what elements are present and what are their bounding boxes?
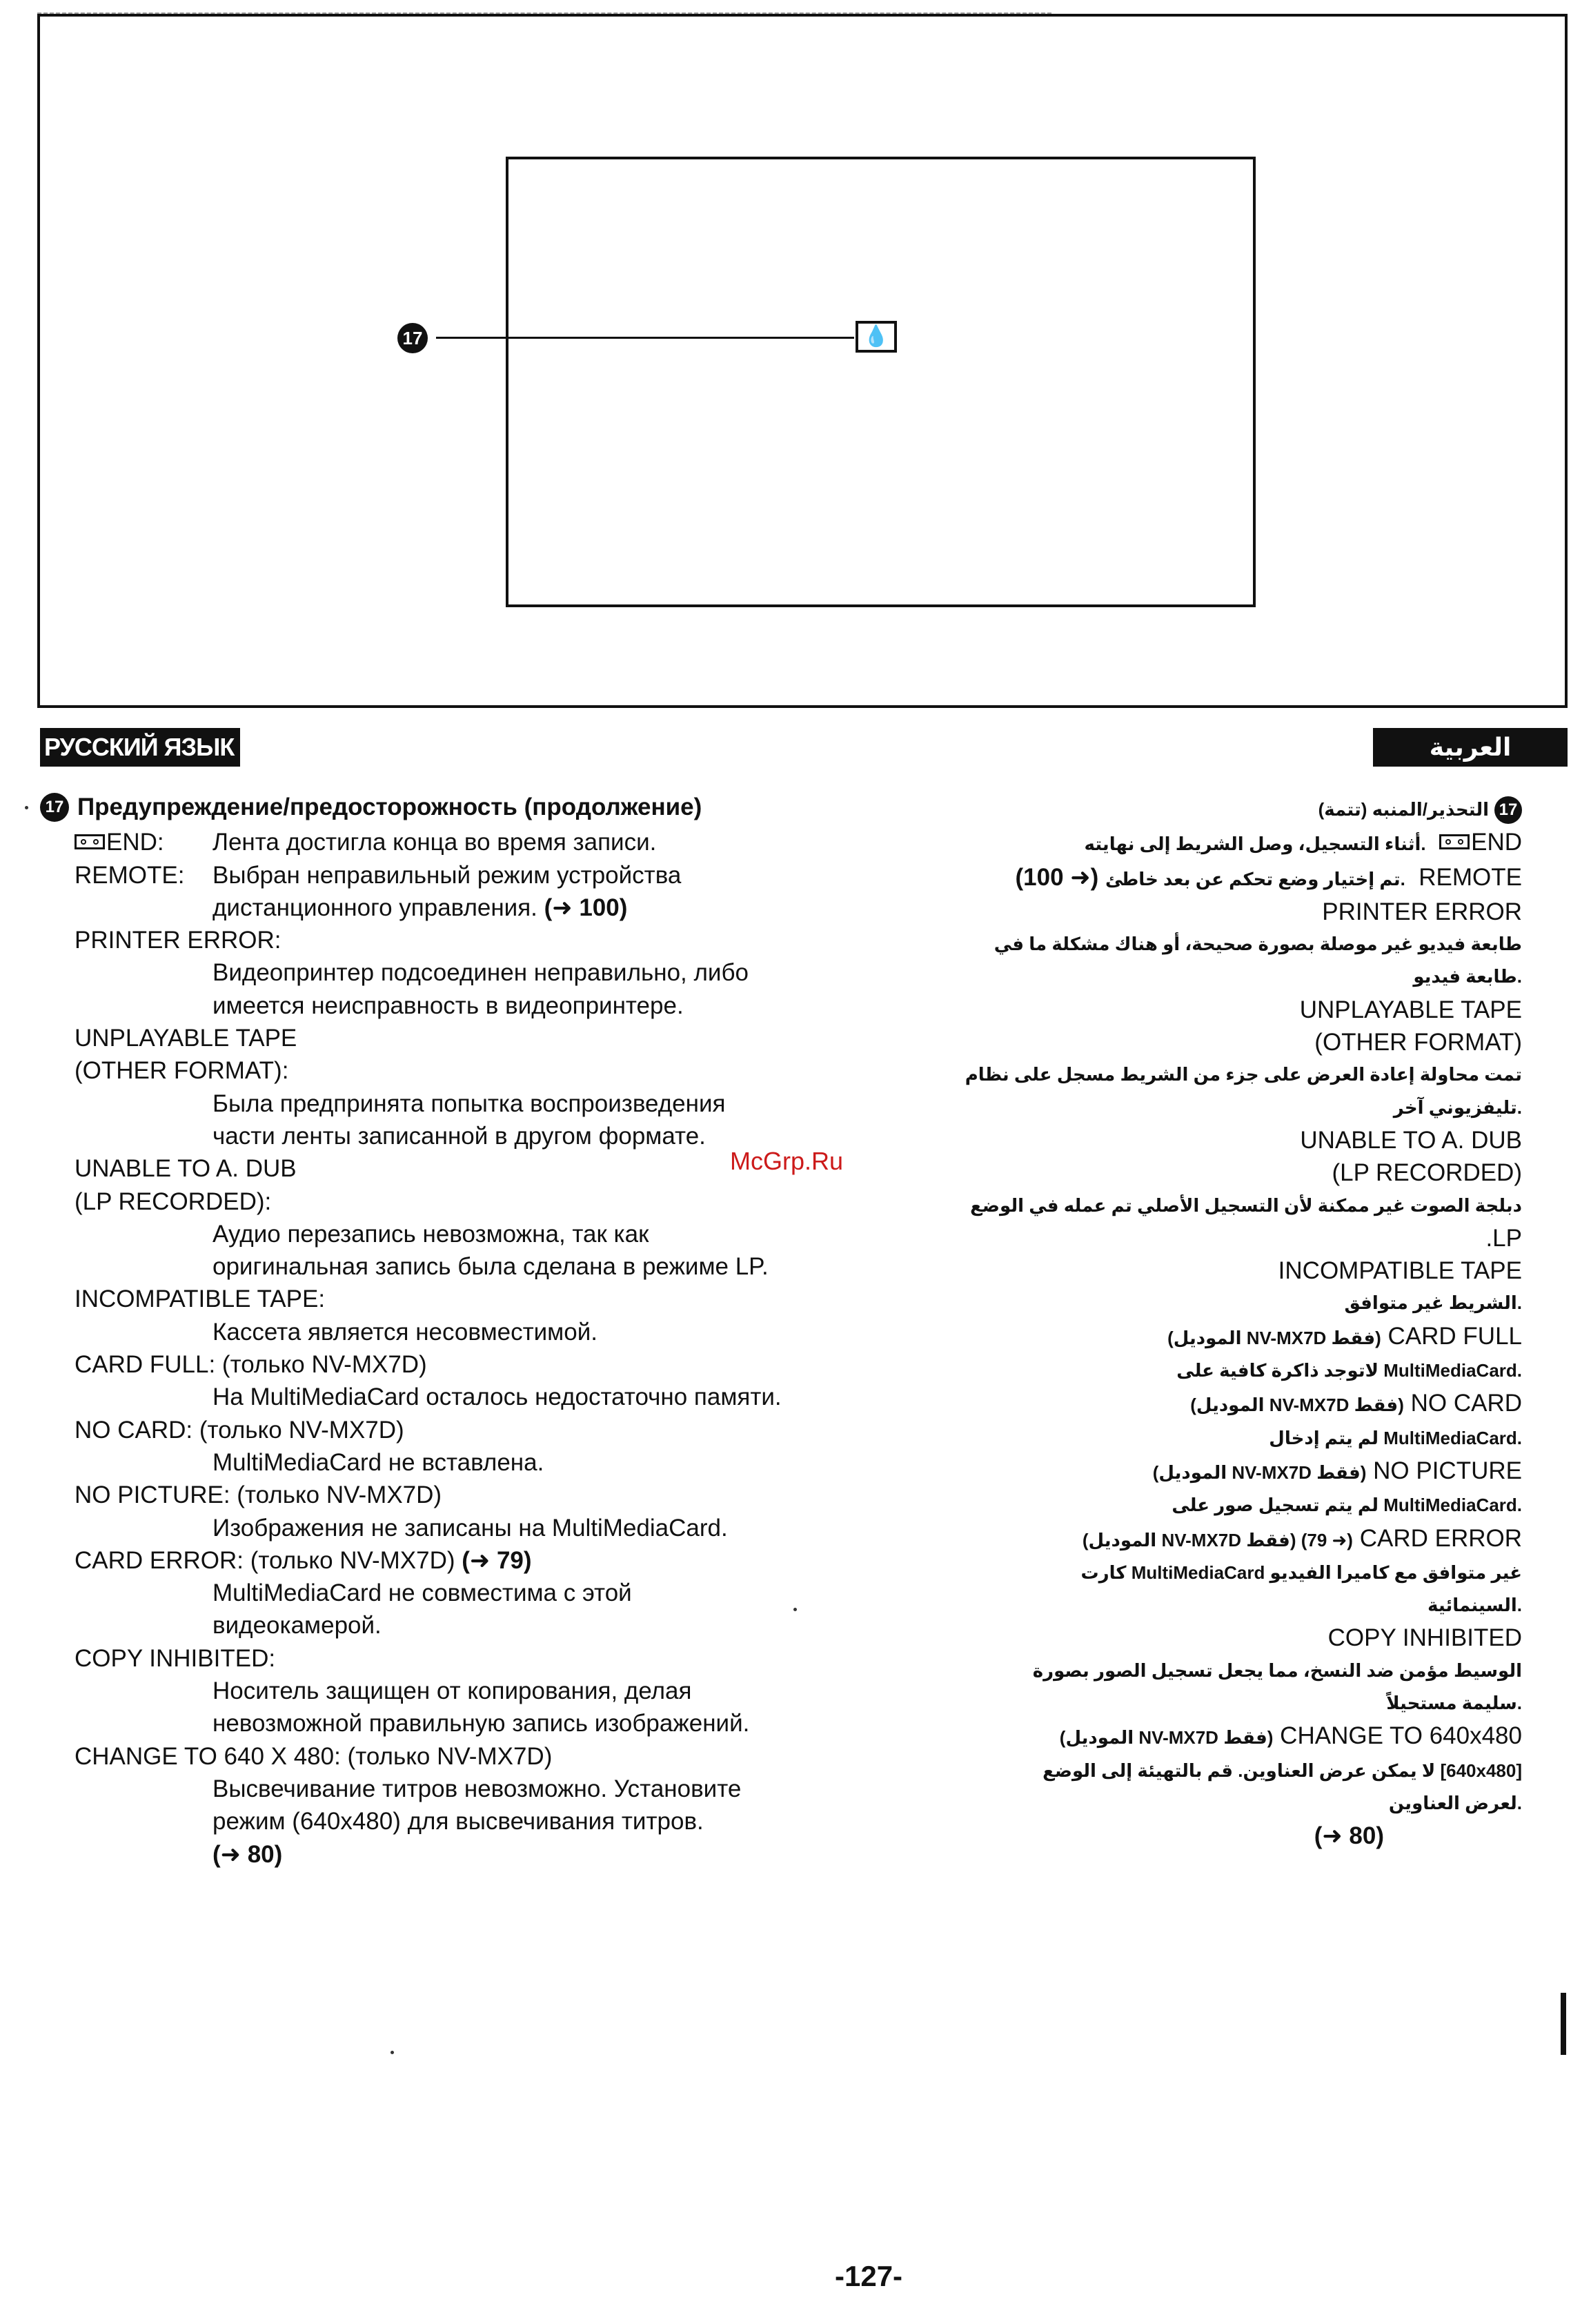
ar-adub-term2: (LP RECORDED)	[1332, 1159, 1522, 1187]
ar-nocard-row	[890, 1387, 1522, 1421]
ru-incompat-term: INCOMPATIBLE TAPE:	[75, 1286, 326, 1313]
ru-carderr-term: CARD ERROR: (только NV-MX7D)	[75, 1546, 455, 1574]
ru-adub-term1: UNABLE TO A. DUB	[75, 1155, 297, 1183]
ru-nocard-desc: MultiMediaCard не вставлена.	[213, 1448, 544, 1476]
ar-change-ref: (➜ 80)	[1314, 1822, 1384, 1850]
watermark: McGrp.Ru	[730, 1147, 844, 1175]
ru-remote-desc2: дистанционного управления.	[213, 894, 537, 921]
cassette-icon	[75, 834, 105, 849]
ar-remote-desc: تم إختيار وضع تحكم عن بعد خاطئ.	[1105, 868, 1405, 889]
ar-remote-ref: (100 ➜)	[1015, 863, 1099, 891]
edge-mark	[1561, 1993, 1566, 2055]
ar-copy-desc1: الوسيط مؤمن ضد النسخ، مما يجعل تسجيل الصور بصورة	[1032, 1660, 1522, 1681]
ar-unplayable-desc1: تمت محاولة إعادة العرض على جزء من الشريط مسجل على نظام	[965, 1064, 1522, 1085]
ar-end-desc: أثناء التسجيل، وصل الشريط إلى نهايته.	[1084, 834, 1426, 855]
ar-cardfull-model: (الموديل NV-MX7D فقط)	[1167, 1327, 1381, 1348]
ru-change-desc2: режим (640x480) для высвечивания титров.	[213, 1808, 704, 1835]
ar-carderr-desc2: السينمائية.	[1427, 1595, 1522, 1616]
ru-printer-term: PRINTER ERROR:	[75, 927, 281, 954]
ru-unplayable-desc1: Была предпринята попытка воспроизведения	[213, 1090, 726, 1117]
ru-remote-row2	[40, 892, 854, 924]
ar-nocard-model: (الموديل NV-MX7D فقط)	[1190, 1395, 1404, 1416]
ru-nopic-desc: Изображения не записаны на MultiMediaCard.	[213, 1514, 728, 1542]
ar-nopic-term: NO PICTURE	[1373, 1457, 1522, 1484]
ar-heading	[890, 794, 1522, 826]
ar-unplayable-desc2: تليفزيوني آخر.	[1393, 1096, 1522, 1118]
ar-nocard-term: NO CARD	[1410, 1390, 1522, 1417]
ru-adub-term2: (LP RECORDED):	[75, 1188, 272, 1215]
ar-unplayable-term1: UNPLAYABLE TAPE	[1299, 996, 1522, 1023]
ar-incompat-desc: الشريط غير متوافق.	[1344, 1292, 1522, 1314]
ru-unplayable-term1: UNPLAYABLE TAPE	[75, 1025, 297, 1052]
ru-remote-desc1: Выбран неправильный режим устройства	[213, 861, 682, 889]
ru-adub-desc2: оригинальная запись была сделана в режиме LP.	[213, 1253, 769, 1281]
ar-nopic-row	[890, 1455, 1522, 1489]
stray-dot	[793, 1608, 797, 1611]
ar-cardfull-row	[890, 1320, 1522, 1355]
ru-unplayable-desc2: части ленты записанной в другом формате.	[213, 1122, 706, 1150]
ru-copy-desc2: невозможной правильную запись изображений.	[213, 1710, 750, 1737]
ar-carderr-desc1: كارت MultiMediaCard غير متوافق مع كاميرا الفيديو	[1080, 1562, 1522, 1583]
ar-printer-desc1: طابعة فيديو غير موصلة بصورة صحيحة، أو هناك مشكلة ما في	[994, 934, 1522, 955]
ar-carderr-term: CARD ERROR	[1359, 1524, 1522, 1552]
ar-copy-term: COPY INHIBITED	[1327, 1624, 1522, 1652]
stray-dot	[391, 2051, 394, 2054]
ru-remote-row	[40, 859, 854, 892]
ar-change-term: CHANGE TO 640x480	[1280, 1722, 1522, 1750]
ru-carderr-row	[40, 1544, 854, 1577]
ru-remote-term: REMOTE:	[75, 861, 185, 889]
ru-copy-desc1: Носитель защищен от копирования, делая	[213, 1677, 692, 1705]
ar-remote-row	[890, 861, 1522, 896]
ru-carderr-ref: (➜ 79)	[462, 1546, 532, 1574]
ru-incompat-desc: Кассета является несовместимой.	[213, 1318, 597, 1346]
warning-drop-icon: 💧	[856, 321, 897, 353]
ru-callout-17: 17	[40, 793, 69, 822]
ru-change-term: CHANGE TO 640 X 480: (только NV-MX7D)	[75, 1742, 553, 1770]
ar-adub-desc1: دبلجة الصوت غير ممكنة لأن التسجيل الأصلي تم عمله في الوضع	[970, 1194, 1522, 1216]
ar-change-row	[890, 1720, 1522, 1754]
ar-heading-text: التحذير/المنبه (تتمة)	[1318, 799, 1489, 820]
ar-cardfull-term: CARD FULL	[1387, 1322, 1522, 1350]
ru-heading-text: Предупреждение/предосторожность (продолжение)	[77, 794, 702, 820]
russian-section	[40, 791, 854, 1871]
ar-unplayable-term2: (OTHER FORMAT)	[1314, 1029, 1522, 1056]
ar-change-desc1: لا يمكن عرض العناوين. قم بالتهيئة إلى الوضع [640x480]	[1042, 1760, 1522, 1781]
ru-end-label: END:	[106, 829, 164, 856]
viewfinder-screen	[506, 157, 1256, 607]
ru-change-desc1: Высвечивание титров невозможно. Установите	[213, 1775, 742, 1802]
russian-language-tab: РУССКИЙ ЯЗЫК	[40, 728, 240, 767]
ru-unplayable-term2: (OTHER FORMAT):	[75, 1057, 289, 1085]
arabic-section	[890, 794, 1522, 1853]
ar-remote-term: REMOTE	[1419, 863, 1522, 891]
ru-carderr-desc2: видеокамерой.	[213, 1612, 382, 1639]
ar-printer-term: PRINTER ERROR	[1322, 898, 1522, 925]
ar-carderr-row	[890, 1522, 1522, 1557]
ar-nopic-model: (الموديل NV-MX7D فقط)	[1152, 1461, 1367, 1483]
ar-change-model: (الموديل NV-MX7D فقط)	[1059, 1727, 1274, 1749]
ar-end-row	[890, 826, 1522, 860]
ar-end-term: END	[1471, 829, 1522, 856]
ar-printer-desc2: طابعة فيديو.	[1413, 966, 1522, 987]
ru-printer-desc1: Видеопринтер подсоединен неправильно, либо	[213, 959, 749, 987]
ru-end-desc: Лента достигла конца во время записи.	[213, 829, 657, 856]
ar-cassette-icon	[1439, 834, 1470, 849]
ru-end-term	[75, 826, 213, 858]
ru-cardfull-desc: На MultiMediaCard осталось недостаточно памяти.	[213, 1383, 782, 1411]
ru-end-row	[40, 826, 854, 858]
ar-change-desc2: لعرض العناوين.	[1388, 1792, 1522, 1813]
ar-adub-desc2: .LP	[1485, 1224, 1522, 1252]
ru-cardfull-term: CARD FULL: (только NV-MX7D)	[75, 1351, 427, 1379]
ru-nopic-term: NO PICTURE: (только NV-MX7D)	[75, 1481, 442, 1509]
arabic-language-tab: العربية	[1373, 728, 1568, 767]
ru-remote-ref: (➜ 100)	[544, 894, 628, 921]
ar-callout-17: 17	[1494, 796, 1522, 824]
ru-change-ref: (➜ 80)	[213, 1840, 283, 1868]
ru-printer-desc2: имеется неисправность в видеопринтере.	[213, 992, 684, 1019]
ar-nocard-desc: لم يتم إدخال MultiMediaCard.	[1269, 1427, 1522, 1448]
ar-carderr-model: (الموديل NV-MX7D فقط) (79 ➜)	[1082, 1529, 1353, 1550]
callout-leader-line	[436, 337, 854, 339]
ar-incompat-term: INCOMPATIBLE TAPE	[1278, 1257, 1522, 1285]
ar-copy-desc2: سليمة مستحيلاً.	[1386, 1693, 1522, 1714]
figure-callout-17: 17	[397, 323, 428, 353]
page-number: -127-	[835, 2260, 903, 2292]
ar-adub-term1: UNABLE TO A. DUB	[1300, 1126, 1522, 1154]
ar-cardfull-desc: لاتوجد ذاكرة كافية على MultiMediaCard.	[1176, 1360, 1522, 1381]
stray-dot	[25, 806, 28, 809]
ru-copy-term: COPY INHIBITED:	[75, 1644, 276, 1672]
ru-adub-desc1: Аудио перезапись невозможна, так как	[213, 1220, 649, 1248]
ru-nocard-term: NO CARD: (только NV-MX7D)	[75, 1416, 404, 1444]
ar-nopic-desc: لم يتم تسجيل صور على MultiMediaCard.	[1172, 1495, 1522, 1516]
ru-carderr-desc1: MultiMediaCard не совместима с этой	[213, 1579, 632, 1607]
ru-heading	[40, 791, 854, 823]
